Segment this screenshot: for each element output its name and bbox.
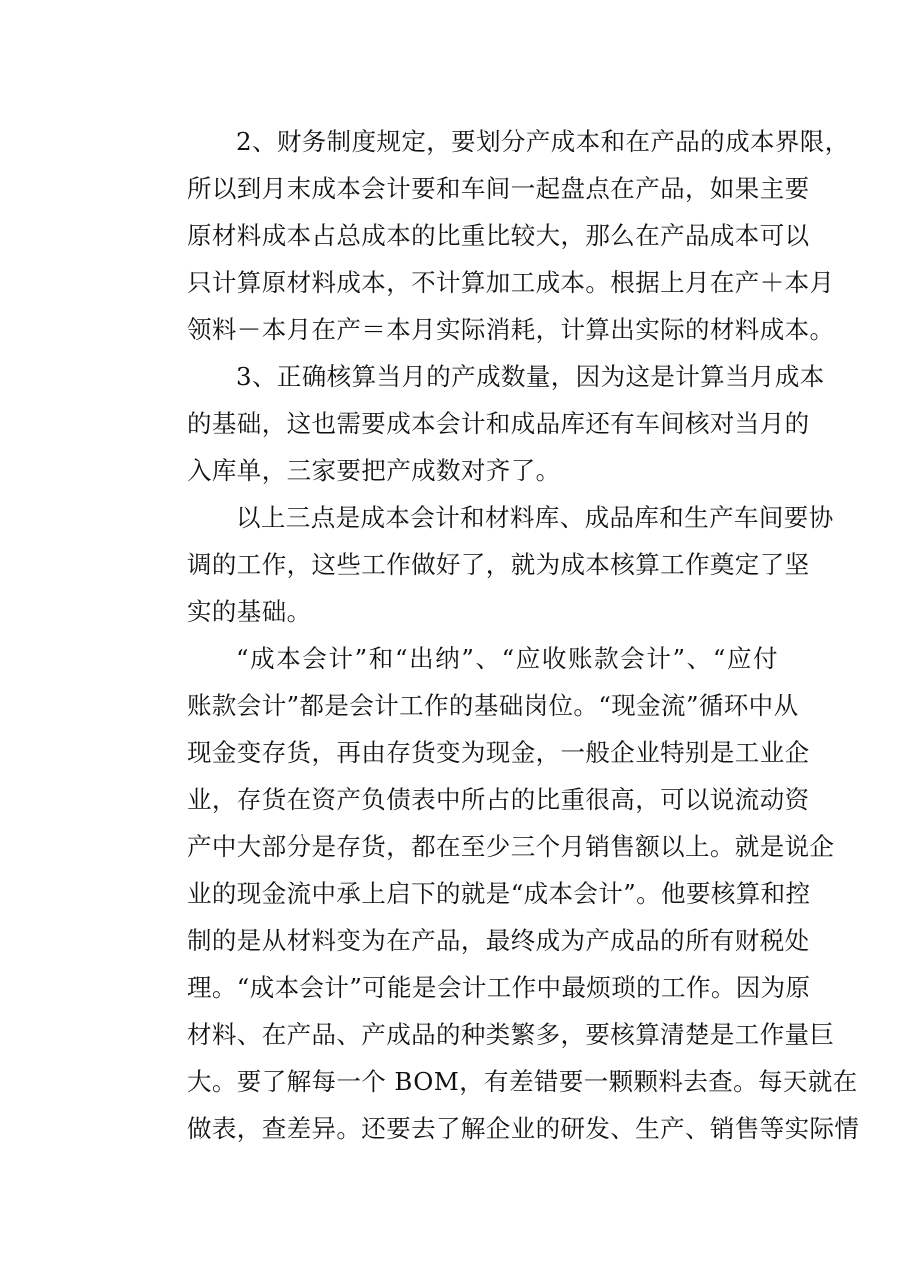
paragraph-4 [138,635,860,1152]
text-line: 原材料成本占总成本的比重比较大，那么在产品成本可以 [187,221,810,250]
text-line: 入库单，三家要把产成数对齐了。 [187,456,561,485]
paragraph-1 [138,118,850,353]
paragraph-3 [138,494,834,635]
text-line: 业的现金流中承上启下的就是“成本会计”。他要核算和控 [187,879,811,908]
text-line: 理。“成本会计”可能是会计工作中最烦琐的工作。因为原 [187,973,811,1002]
text-line: 2、财务制度规定，要划分产成本和在产品的成本界限， [236,127,850,156]
text-line: 的基础，这也需要成本会计和成品库还有车间核对当月的 [187,409,810,438]
text-line: 现金变存货，再由存货变为现金，一般企业特别是工业企 [187,738,810,767]
text-line: 做表，查差异。还要去了解企业的研发、生产、销售等实际情 [187,1114,860,1143]
text-line: 业，存货在资产负债表中所占的比重很高，可以说流动资 [187,785,810,814]
text-line: 制的是从材料变为在产品，最终成为产成品的所有财税处 [187,926,810,955]
text-line: 实的基础。 [187,597,312,626]
paragraph-2 [138,353,825,494]
text-line: 调的工作，这些工作做好了，就为成本核算工作奠定了坚 [187,550,810,579]
text-line: 账款会计”都是会计工作的基础岗位。“现金流”循环中从 [187,691,799,720]
text-line: 材料、在产品、产成品的种类繁多，要核算清楚是工作量巨 [187,1020,835,1049]
text-line: 以上三点是成本会计和材料库、成品库和生产车间要协 [236,503,834,532]
text-line: 大。要了解每一个 BOM，有差错要一颗颗料去查。每天就在 [187,1067,858,1096]
text-line: 所以到月末成本会计要和车间一起盘点在产品，如果主要 [187,174,810,203]
text-line: 3、正确核算当月的产成数量，因为这是计算当月成本 [236,362,825,391]
document-body [138,118,860,1152]
text-line: 领料－本月在产＝本月实际消耗，计算出实际的材料成本。 [187,315,835,344]
text-line: 产中大部分是存货，都在至少三个月销售额以上。就是说企 [187,832,835,861]
text-line: 只计算原材料成本，不计算加工成本。根据上月在产＋本月 [187,268,835,297]
text-line: “成本会计”和“出纳”、“应收账款会计”、“应付 [236,644,778,673]
